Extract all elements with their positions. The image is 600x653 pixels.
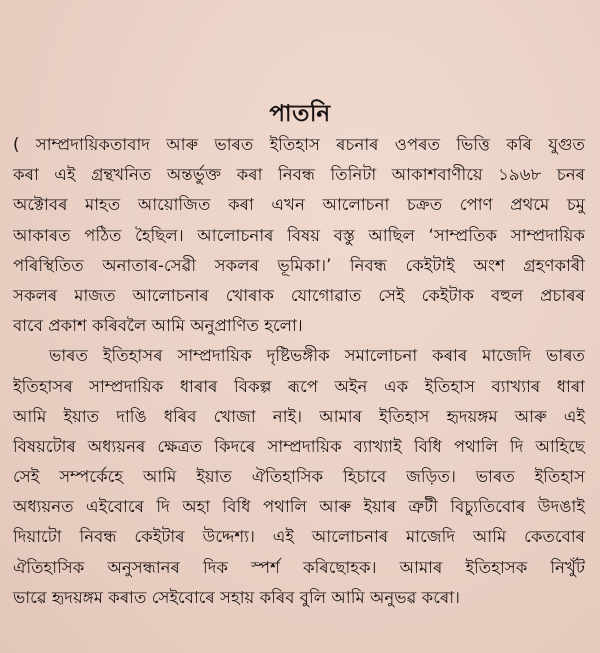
text-line: অধ্যয়নত এইবোৰে দি অহা বিধি পথালি আৰু ইয়াৰ ত্ৰুটী বিচ্যুতিবোৰ উদঙাই: [13, 497, 585, 517]
text-line: আমি ইয়াত দাঙি ধৰিব খোজা নাই। আমাৰ ইতিহাস হৃদয়ঙ্গম আৰু এই: [13, 406, 585, 426]
body-text: [13, 130, 585, 613]
text-line: ঐতিহাসিক অনুসন্ধানৰ দিক স্পৰ্শ কৰিছোহক। আমাৰ ইতিহাসক নিখুঁট: [13, 557, 585, 577]
paragraph-2: [13, 341, 585, 613]
text-line: বিষয়টোৰ অধ্যয়নৰ ক্ষেত্ৰত কিদৰে সাম্প্ৰদায়িক ব্যাখ্যাই বিধি পথালি দি আহিছে: [13, 436, 585, 456]
text-line: কৰা এই গ্ৰন্থখনিত অন্তৰ্ভুক্ত কৰা নিবন্ধ তিনিটা আকাশবাণীয়ে ১৯৬৮ চনৰ: [13, 165, 585, 185]
text-line: দিয়াটো নিবন্ধ কেইটাৰ উদ্দেশ্য। এই আলোচনাৰ মাজেদি আমি কেতবোৰ: [13, 527, 585, 547]
text-line: পৰিস্থিতিত অনাতাৰ-সেৱী সকলৰ ভূমিকা।’ নিবন্ধ কেইটাই অংশ গ্ৰহণকাৰী: [13, 255, 585, 275]
text-line: সেই সম্পৰ্কেহে আমি ইয়াত ঐতিহাসিক হিচাবে জড়িত। ভাৰত ইতিহাস: [13, 467, 585, 487]
text-line: আকাৰত পঠিত হৈছিল। আলোচনাৰ বিষয় বস্তু আছিল ‘সাম্প্ৰতিক সাম্প্ৰদায়িক: [13, 225, 585, 245]
text-line: ভাৰত ইতিহাসৰ সাম্প্ৰদায়িক দৃষ্টিভঙ্গীক সমালোচনা কৰাৰ মাজেদি ভাৰত: [49, 346, 585, 366]
text-line: ইতিহাসৰ সাম্প্ৰদায়িক ধাৰাৰ বিকল্প ৰূপে অইন এক ইতিহাস ব্যাখ্যাৰ ধাৰা: [13, 376, 585, 396]
text-line: বাবে প্ৰকাশ কৰিবলৈ আমি অনুপ্ৰাণিত হলো।: [13, 316, 303, 336]
text-line: অক্টোবৰ মাহত আয়োজিত কৰা এখন আলোচনা চক্ৰত পোণ প্ৰথমে চমু: [13, 195, 585, 215]
paragraph-1: [13, 130, 585, 341]
text-line: ( সাম্প্ৰদায়িকতাবাদ আৰু ভাৰত ইতিহাস ৰচনাৰ ওপৰত ভিত্তি কৰি যুগুত: [13, 135, 585, 154]
text-line: ভাৱে হৃদয়ঙ্গম কৰাত সেইবোৰে সহায় কৰিব বুলি আমি অনুভৱ কৰো।: [13, 587, 460, 607]
text-line: সকলৰ মাজত আলোচনাৰ খোৰাক যোগোৱাত সেই কেইটাক বহুল প্ৰচাৰৰ: [13, 285, 585, 305]
page-title: পাতনি: [269, 101, 331, 127]
